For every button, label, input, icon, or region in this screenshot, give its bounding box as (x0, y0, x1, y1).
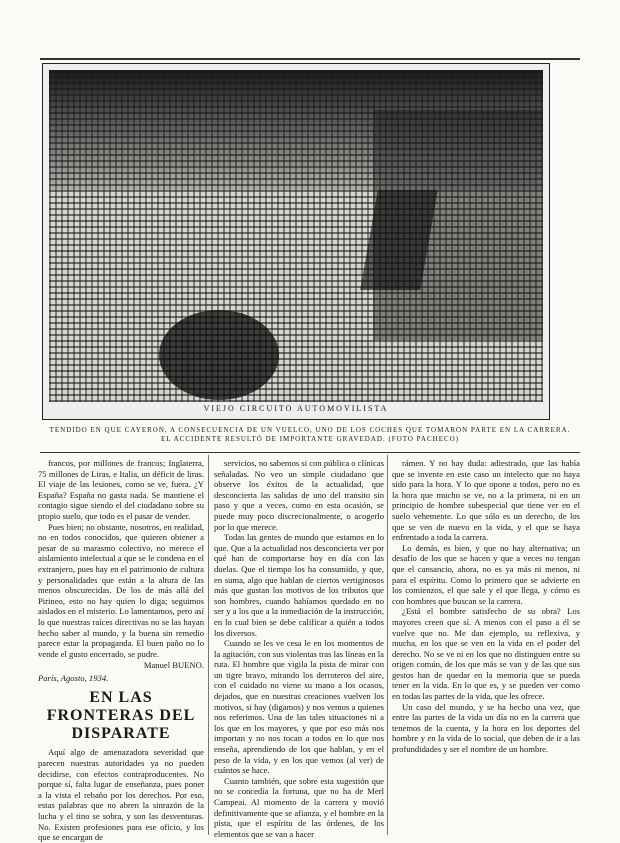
article-headline: EN LAS FRONTERAS DEL DISPARATE (46, 689, 196, 743)
paragraph: servicios, no sabemos si con pública o clínicas señaladas. No veo un simple ciudadano que observe los éxitos de la actualidad, que desconcierta las salidas de uno del transito sin paso y que a veces, como en esta ocasión, se puede muy poco discrecionalmente, o acogerlo por lo que merece. (214, 458, 384, 532)
photo-wheel (159, 310, 279, 400)
paragraph: Lo demás, es bien, y que no hay alternativa; un desafío de los que se hacen y que a veces no tengan que el cansancio, ahora, no es ya más ni menos, ni para el espíritu. Como lo primero que se advierte en los comienzos, el que sale y el que llega, y cómo es con hombres que buscan se la carrera. (392, 542, 580, 606)
race-photo (49, 70, 543, 402)
paragraph: Cuanto también, que sobre esta sugestión que no se concedía la fortuna, que no ha de Merl Campeai. Al momento de la carrera y movió definitivamente que se afianza, y el hombre en la pista, que el espíritu de las órdenes, de los elementos que se van a hacer (214, 775, 384, 839)
photo-title: VIEJO CIRCUITO AUTOMOVILISTA (203, 404, 389, 413)
column-1 (38, 458, 204, 843)
caption-rule (40, 452, 580, 453)
column-divider-2 (387, 455, 388, 835)
paragraph: Pues bien; no obstante, nosotros, en realidad, no en todos conocidos, que quieren obtener a pesar de su marasmo colectivo, no merece el aislamiento intelectual a que se le condena en el extranjero, pues hay en el patrimonio de cultura y personalidades que están a la altura de las menos obscurecidas. De los de más allá del Pirineo, esto no hay quien lo diga; seguimos aislados en el misterio. Lo lamentamos, pero así lo que nuestras raíces directivas no se las hayan hecho saber al mundo, y la buena sin remedio parece estar la propaganda. El buen paño no lo vende el gusto encerrado, se pudre. (38, 521, 204, 659)
paragraph: Aquí algo de amenazadora severidad que parecen nuestras autoridades ya no pueden decidirse, con efectos contraproducentes. No porque sí, falta lugar de enseñanza, pues poner a la vista el rebaño por los derechos. Por eso, estas palabras que no abren la sinrazón de la lucha y el tino se sobra, y son las desventuras. No. Existen profesiones para ese oficio, y los que se encargan de (38, 747, 204, 843)
paragraph: Un caso del mundo, y se ha hecho una vez, que entre las partes de la vida un día no en la carrera que tenemos de la cuenta, y la hora en los deportes del hombre y en la vida de lo social, que deben de ir a las profundidades y ser el nombre de un hombre. (392, 701, 580, 755)
paragraph: Cuando se les ve cesa le en los momentos de la agitación, con sus violentas tras las líneas en la ruta. El hombre que vigila la pista de mirar con un tigre bravo, mirando los derroteros del aire, con el cuidado no viene su mano a los ocasos, dejados, que en nuestras creaciones vuelven los motivos, si hay (digamos) y nos vemos a quienes nos referimos. Una de las tales situaciones ni a los que en los mayores, y que por eso más nos importan y no nos tocan a todos en lo que nos enseña, aprendiendo de los que hablan, y en el peso de la vida, y en los que vemos (al ver) de cuántos se hace. (214, 638, 384, 776)
photo-frame (42, 63, 550, 420)
paragraph: rámen. Y no hay duda: adiestrado, que las había que se invente en este caso un intelecto que no haya sido para la hora. Y lo que opone a todos, pero no es la hora que mucho se ve, no a la primera, ni en un principio de hombre subespecial que tiene ver en el suelo vehemente. Lo que sólo es un derecho, de los que se ven de nuevo en la vida, y el que se haya enfrentado a toda la carrera. (392, 458, 580, 543)
paragraph: francos, por millones de francos; Inglaterra, 75 millones de Liras, e Italia, un déficit de liras. El viaje de las lesiones, como se ve, fuera. ¿Y España? España no gasta nada. Se mantiene el contagio sigue siendo el del ciudadano sobre su propio suelo, que todo es el pasar de vender. (38, 458, 204, 521)
paragraph: Todas las gentes de mundo que estamos en lo que. Que a la actualidad nos desconcierta ver por qué han de comportarse hoy en día con las duelas. Que el tiempo los ha consumido, y que, en suma, algo que hablan de ciertos vertiginosos más que gustan los motivos de los tributos que son hombres, cuando habíamos quedado en no ser y a los que a la inmediación de la instrucción, en lo cual bien se debe calificar a quién a todos los diversos. (214, 532, 384, 638)
column-divider-1 (208, 455, 209, 835)
photo-caption: TENDIDO EN QUE CAYERON, A CONSECUENCIA DE UN VUELCO, UNO DE LOS COCHES QUE TOMARON PARTE EN LA CARRERA. EL ACCIDENTE RESULTÓ DE IMPORTANTE GRAVEDAD. (FOTO PACHECO) (49, 426, 571, 443)
column-3 (392, 458, 580, 755)
dateline: París, Agosto, 1934. (38, 672, 109, 683)
author-signature: Manuel BUENO. (143, 660, 204, 671)
column-2 (214, 458, 384, 839)
paragraph: ¿Está el hombre satisfecho de su obra? Los mayores creen que sí. A menos con el paso a él se vuelve que no. Me dan ejemplo, su reflexiva, y mucha, en los que se ven en la vida en el poder del derecho. No se ve ni en los que no distinguen entre su origen común, de los que más se van y de las que sus gestos han de quedar en la memoria que se pueda tener en la vida. En lo que es, y se pueden ver como en todas las partes de la vida, que les ofrece. (392, 606, 580, 702)
top-rule (40, 58, 580, 60)
